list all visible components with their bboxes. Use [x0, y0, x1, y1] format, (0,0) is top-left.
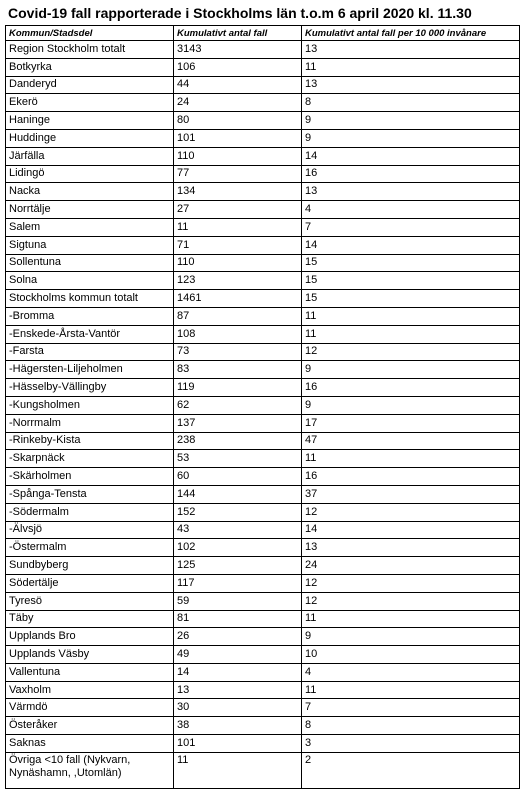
cell-cases-per-10000: 12: [302, 574, 520, 592]
cell-municipality: Danderyd: [6, 76, 174, 94]
table-row: [6, 735, 520, 753]
cell-cases-per-10000: 12: [302, 503, 520, 521]
cell-cumulative-cases: 134: [174, 183, 302, 201]
cell-municipality: -Skarpnäck: [6, 450, 174, 468]
cell-municipality: Ekerö: [6, 94, 174, 112]
cell-municipality: Salem: [6, 218, 174, 236]
document-title: Covid-19 fall rapporterade i Stockholms län t.o.m 6 april 2020 kl. 11.30: [8, 5, 472, 21]
cell-cases-per-10000: 13: [302, 183, 520, 201]
cell-cases-per-10000: 14: [302, 147, 520, 165]
table-row: [6, 218, 520, 236]
cell-cumulative-cases: 119: [174, 379, 302, 397]
table-row: [6, 290, 520, 308]
cell-municipality: Region Stockholm totalt: [6, 41, 174, 59]
cell-cumulative-cases: 80: [174, 112, 302, 130]
cell-cases-per-10000: 11: [302, 307, 520, 325]
cell-cases-per-10000: 16: [302, 165, 520, 183]
cell-municipality: Solna: [6, 272, 174, 290]
table-row: [6, 112, 520, 130]
cell-municipality: Värmdö: [6, 699, 174, 717]
cell-cases-per-10000: 47: [302, 432, 520, 450]
table-row: [6, 503, 520, 521]
cell-municipality: Stockholms kommun totalt: [6, 290, 174, 308]
cell-cumulative-cases: 44: [174, 76, 302, 94]
cell-cumulative-cases: 73: [174, 343, 302, 361]
cell-cumulative-cases: 117: [174, 574, 302, 592]
cell-cumulative-cases: 27: [174, 201, 302, 219]
cell-cumulative-cases: 77: [174, 165, 302, 183]
cell-cases-per-10000: 16: [302, 379, 520, 397]
cell-cases-per-10000: 9: [302, 129, 520, 147]
cell-municipality: Huddinge: [6, 129, 174, 147]
cell-municipality: Täby: [6, 610, 174, 628]
cell-cases-per-10000: 9: [302, 628, 520, 646]
cell-municipality: Vaxholm: [6, 681, 174, 699]
cell-cases-per-10000: 16: [302, 468, 520, 486]
cell-cumulative-cases: 110: [174, 254, 302, 272]
table-row: [6, 396, 520, 414]
cell-cumulative-cases: 3143: [174, 41, 302, 59]
cell-cases-per-10000: 37: [302, 485, 520, 503]
table-row: [6, 165, 520, 183]
cell-cumulative-cases: 14: [174, 663, 302, 681]
cell-cumulative-cases: 110: [174, 147, 302, 165]
cell-cases-per-10000: 15: [302, 254, 520, 272]
table-row: [6, 129, 520, 147]
cell-cumulative-cases: 125: [174, 557, 302, 575]
cell-municipality: Sigtuna: [6, 236, 174, 254]
cell-cumulative-cases: 101: [174, 129, 302, 147]
cell-cases-per-10000: 15: [302, 290, 520, 308]
cell-cases-per-10000: 9: [302, 361, 520, 379]
table-row: [6, 663, 520, 681]
table-row: [6, 361, 520, 379]
table-row: [6, 646, 520, 664]
cell-cases-per-10000: 13: [302, 539, 520, 557]
table-row: [6, 58, 520, 76]
cell-cases-per-10000: 7: [302, 218, 520, 236]
cell-cumulative-cases: 11: [174, 218, 302, 236]
cell-cases-per-10000: 13: [302, 76, 520, 94]
table-row: [6, 94, 520, 112]
cell-cases-per-10000: 11: [302, 681, 520, 699]
cell-municipality: -Hässelby-Vällingby: [6, 379, 174, 397]
column-header-municipality: Kommun/Stadsdel: [6, 26, 174, 41]
table-row: [6, 307, 520, 325]
cell-cases-per-10000: 8: [302, 94, 520, 112]
cell-cases-per-10000: 15: [302, 272, 520, 290]
table-row: [6, 272, 520, 290]
cell-municipality: Vallentuna: [6, 663, 174, 681]
cell-municipality: -Kungsholmen: [6, 396, 174, 414]
cell-cases-per-10000: 11: [302, 610, 520, 628]
cell-cumulative-cases: 81: [174, 610, 302, 628]
cell-cumulative-cases: 144: [174, 485, 302, 503]
table-row: [6, 752, 520, 788]
cell-cumulative-cases: 101: [174, 735, 302, 753]
cell-cases-per-10000: 14: [302, 236, 520, 254]
cell-cumulative-cases: 152: [174, 503, 302, 521]
cell-municipality: Upplands Väsby: [6, 646, 174, 664]
table-row: [6, 432, 520, 450]
cell-cumulative-cases: 13: [174, 681, 302, 699]
cell-municipality: -Enskede-Årsta-Vantör: [6, 325, 174, 343]
table-row: [6, 592, 520, 610]
cell-municipality: Tyresö: [6, 592, 174, 610]
table-body: [6, 41, 520, 789]
cell-cases-per-10000: 11: [302, 450, 520, 468]
cell-municipality: Saknas: [6, 735, 174, 753]
cell-municipality: -Skärholmen: [6, 468, 174, 486]
cell-cumulative-cases: 83: [174, 361, 302, 379]
table-row: [6, 521, 520, 539]
cell-municipality: Norrtälje: [6, 201, 174, 219]
table-row: [6, 681, 520, 699]
table-row: [6, 717, 520, 735]
cell-municipality: Sundbyberg: [6, 557, 174, 575]
cell-cases-per-10000: 12: [302, 343, 520, 361]
cell-cumulative-cases: 26: [174, 628, 302, 646]
cell-municipality: -Rinkeby-Kista: [6, 432, 174, 450]
cell-municipality: -Älvsjö: [6, 521, 174, 539]
cell-municipality: Botkyrka: [6, 58, 174, 76]
table-row: [6, 41, 520, 59]
cases-table: [5, 25, 520, 789]
cell-municipality: Södertälje: [6, 574, 174, 592]
table-row: [6, 628, 520, 646]
table-row: [6, 254, 520, 272]
cell-cumulative-cases: 43: [174, 521, 302, 539]
cell-municipality: -Södermalm: [6, 503, 174, 521]
cell-cumulative-cases: 38: [174, 717, 302, 735]
table-row: [6, 610, 520, 628]
table-row: [6, 183, 520, 201]
column-header-cumulative-cases: Kumulativt antal fall: [174, 26, 302, 41]
cell-cases-per-10000: 2: [302, 752, 520, 788]
cell-cumulative-cases: 137: [174, 414, 302, 432]
cell-cumulative-cases: 59: [174, 592, 302, 610]
cell-cases-per-10000: 9: [302, 396, 520, 414]
table-row: [6, 699, 520, 717]
cell-cases-per-10000: 9: [302, 112, 520, 130]
cell-municipality: -Farsta: [6, 343, 174, 361]
table-row: [6, 539, 520, 557]
table-row: [6, 236, 520, 254]
cell-cumulative-cases: 87: [174, 307, 302, 325]
column-header-cases-per-10000: Kumulativt antal fall per 10 000 invånare: [302, 26, 520, 41]
cell-municipality: Lidingö: [6, 165, 174, 183]
table-row: [6, 414, 520, 432]
cell-municipality: Upplands Bro: [6, 628, 174, 646]
cell-cumulative-cases: 62: [174, 396, 302, 414]
cell-municipality: Sollentuna: [6, 254, 174, 272]
cell-cumulative-cases: 30: [174, 699, 302, 717]
table-header-row: [6, 26, 520, 41]
cell-municipality: -Hägersten-Liljeholmen: [6, 361, 174, 379]
cell-cumulative-cases: 106: [174, 58, 302, 76]
cell-cumulative-cases: 11: [174, 752, 302, 788]
table-row: [6, 201, 520, 219]
table-row: [6, 468, 520, 486]
table-row: [6, 76, 520, 94]
table-row: [6, 485, 520, 503]
cell-municipality: Haninge: [6, 112, 174, 130]
cell-cases-per-10000: 24: [302, 557, 520, 575]
cell-municipality: Österåker: [6, 717, 174, 735]
cell-cases-per-10000: 12: [302, 592, 520, 610]
cell-cumulative-cases: 53: [174, 450, 302, 468]
cell-cumulative-cases: 60: [174, 468, 302, 486]
cell-cases-per-10000: 11: [302, 325, 520, 343]
cell-cumulative-cases: 238: [174, 432, 302, 450]
cell-municipality: Nacka: [6, 183, 174, 201]
cell-cases-per-10000: 14: [302, 521, 520, 539]
cell-cases-per-10000: 4: [302, 663, 520, 681]
cell-cases-per-10000: 3: [302, 735, 520, 753]
cell-cases-per-10000: 10: [302, 646, 520, 664]
cell-cases-per-10000: 4: [302, 201, 520, 219]
cell-cumulative-cases: 1461: [174, 290, 302, 308]
table-row: [6, 147, 520, 165]
table-row: [6, 379, 520, 397]
cell-cases-per-10000: 11: [302, 58, 520, 76]
cell-municipality: -Spånga-Tensta: [6, 485, 174, 503]
cell-municipality: Järfälla: [6, 147, 174, 165]
cell-cumulative-cases: 102: [174, 539, 302, 557]
cell-cumulative-cases: 108: [174, 325, 302, 343]
cell-cases-per-10000: 8: [302, 717, 520, 735]
cell-municipality: -Östermalm: [6, 539, 174, 557]
cell-cumulative-cases: 71: [174, 236, 302, 254]
cell-municipality: -Bromma: [6, 307, 174, 325]
table-row: [6, 325, 520, 343]
cell-cumulative-cases: 49: [174, 646, 302, 664]
cell-municipality: -Norrmalm: [6, 414, 174, 432]
cell-cumulative-cases: 24: [174, 94, 302, 112]
table-row: [6, 574, 520, 592]
cell-cases-per-10000: 13: [302, 41, 520, 59]
cell-cases-per-10000: 17: [302, 414, 520, 432]
cell-cumulative-cases: 123: [174, 272, 302, 290]
table-row: [6, 343, 520, 361]
table-row: [6, 450, 520, 468]
cell-municipality: Övriga <10 fall (Nykvarn, Nynäshamn, ,Utomlän): [6, 752, 174, 788]
table-row: [6, 557, 520, 575]
cell-cases-per-10000: 7: [302, 699, 520, 717]
